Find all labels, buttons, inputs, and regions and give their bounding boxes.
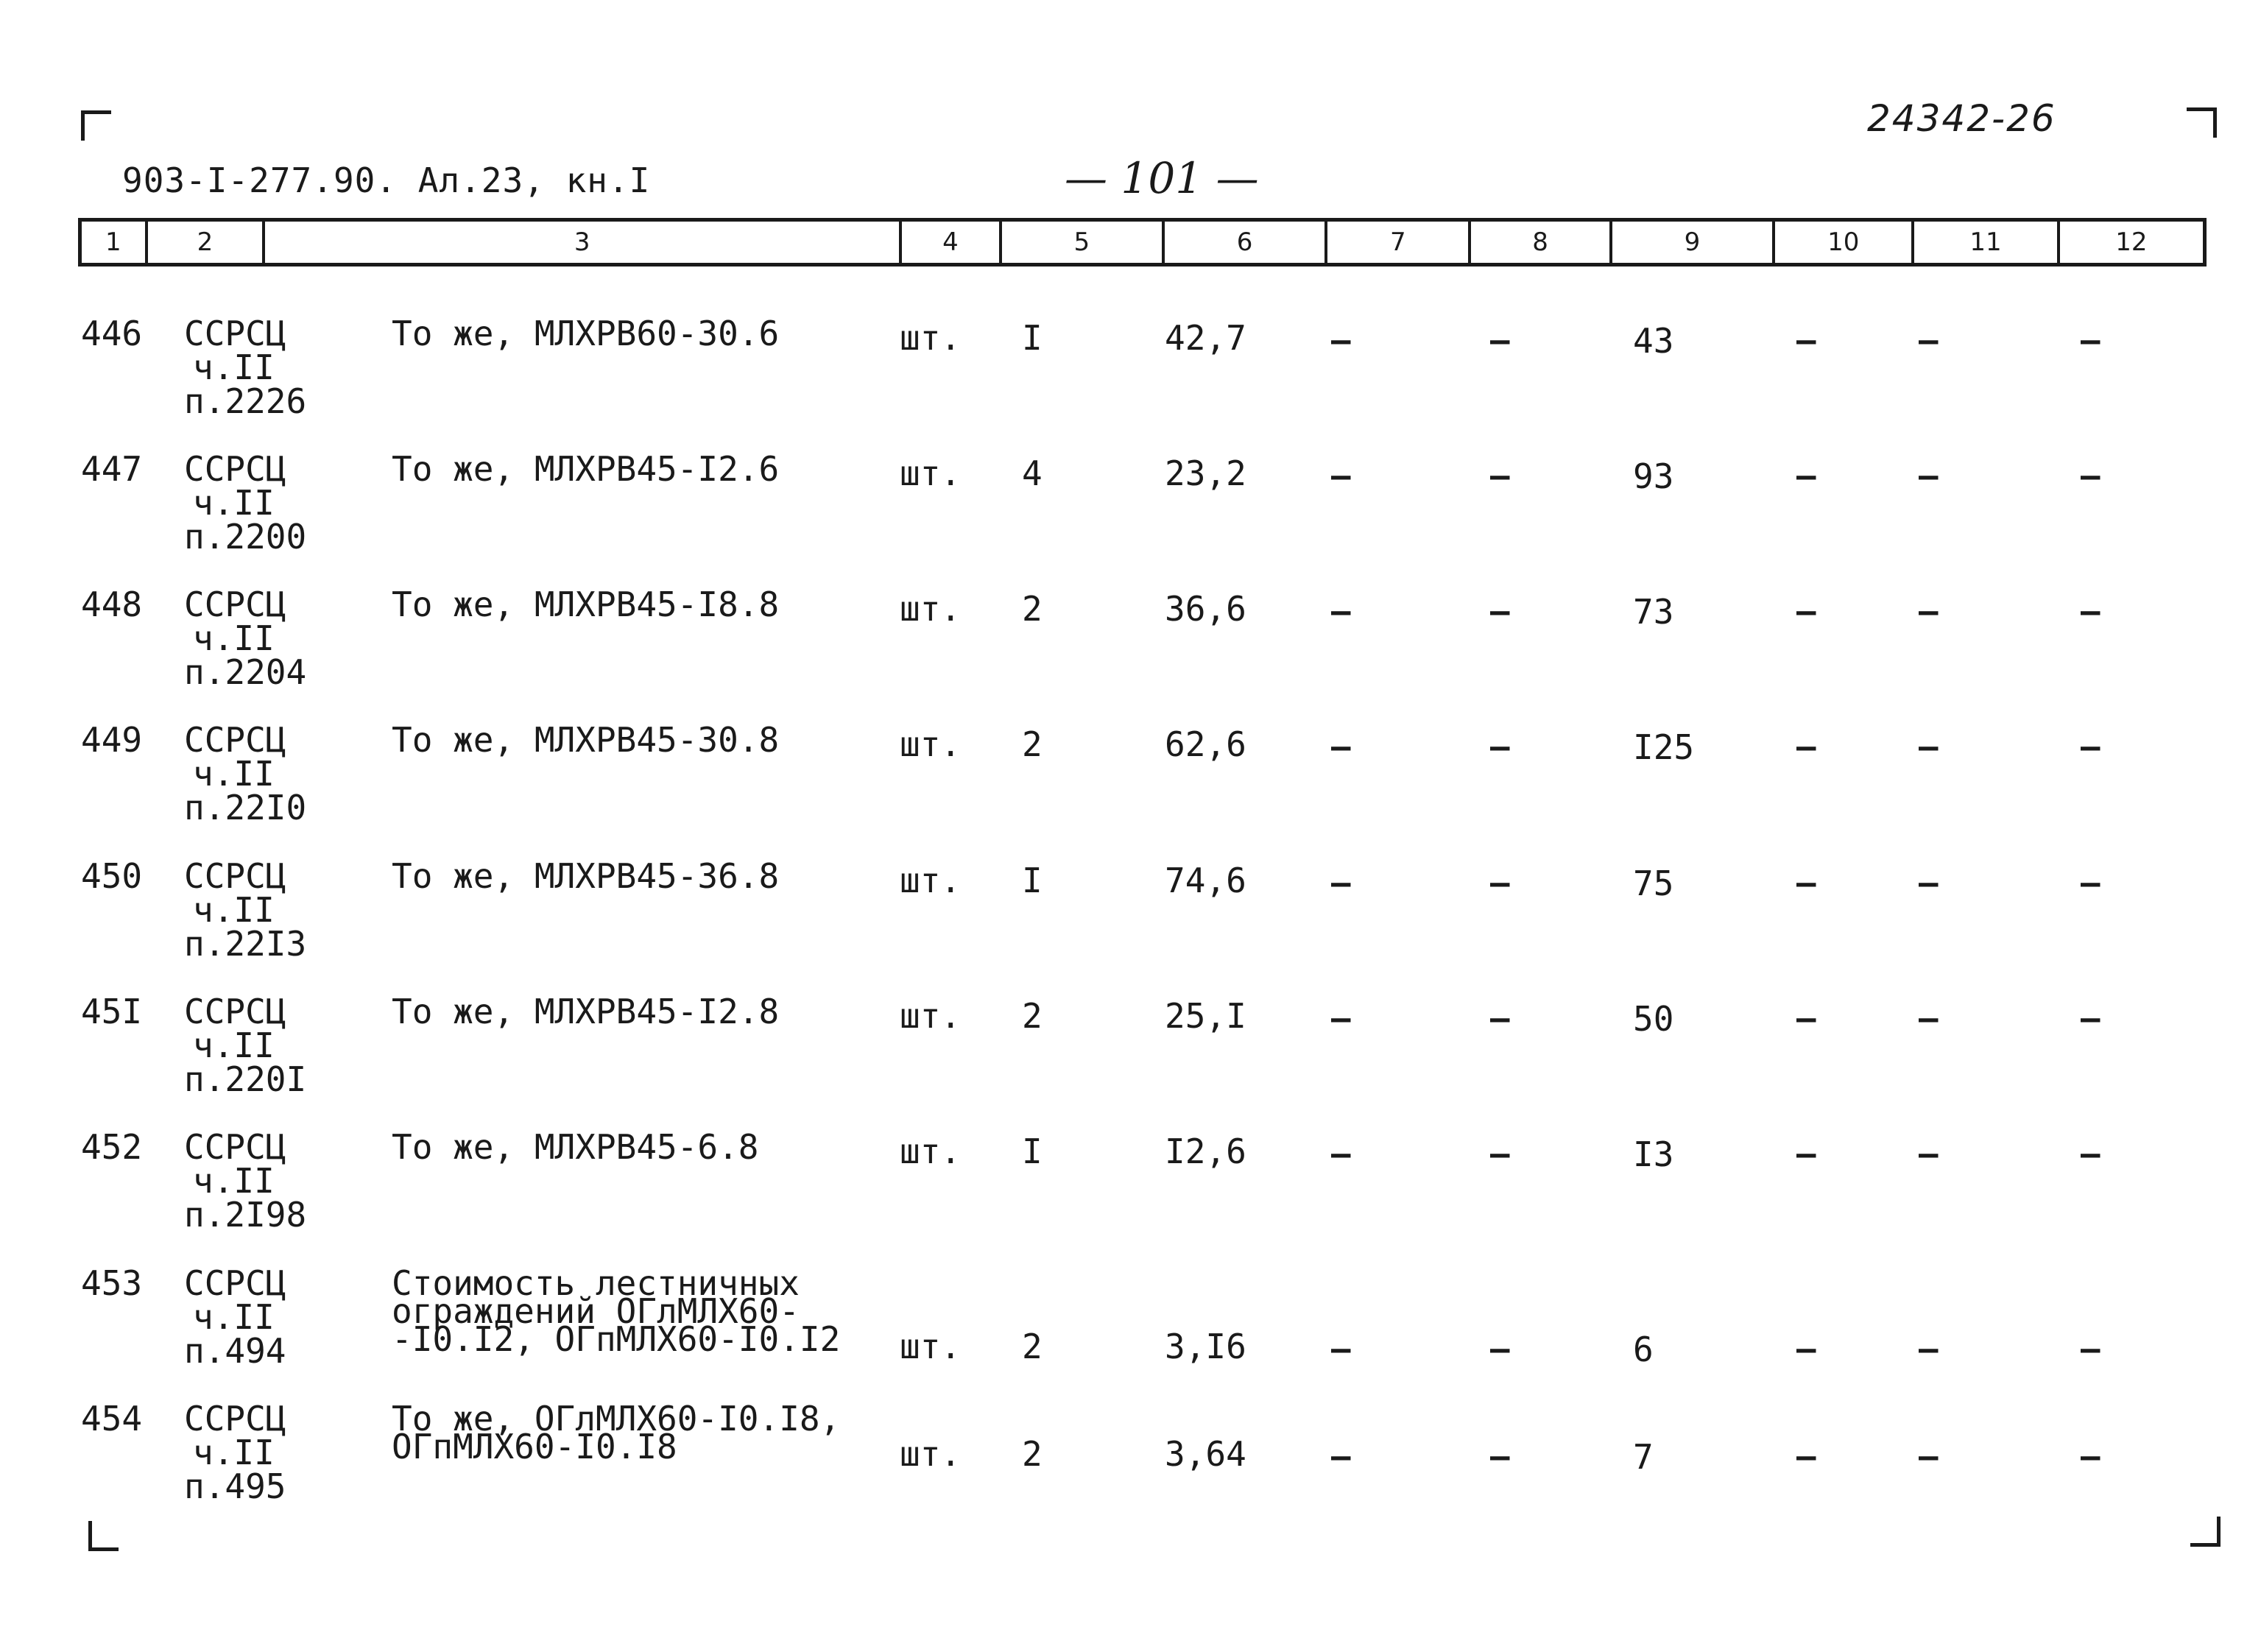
unit-price: 36,6 (1165, 589, 1246, 629)
table-row (0, 720, 2261, 859)
row-number: 45I (81, 992, 143, 1031)
unit-price: 3,I6 (1165, 1327, 1246, 1366)
table-row (0, 314, 2261, 453)
empty-value-dash-c12: – (2081, 1135, 2100, 1173)
unit-of-measure: шт. (900, 1434, 962, 1474)
empty-value-dash-c12: – (2081, 728, 2100, 766)
empty-value-dash-c12: – (2081, 1438, 2100, 1475)
item-description-line: ОГпМЛХ60-I0.I8 (392, 1427, 677, 1466)
empty-value-dash-c10: – (1796, 593, 1816, 630)
empty-value-dash-c8: – (1490, 728, 1510, 766)
item-description-line: То же, МЛХРВ60-30.6 (392, 314, 780, 353)
unit-price: 3,64 (1165, 1434, 1246, 1474)
empty-value-dash-c10: – (1796, 1135, 1816, 1173)
empty-value-dash-c10: – (1796, 457, 1816, 495)
unit-of-measure: шт. (900, 589, 962, 629)
column-number-header (78, 218, 2207, 266)
quantity: 2 (1022, 996, 1043, 1036)
page-number: — 101 — (1065, 153, 1259, 203)
column-header-3: 3 (265, 222, 902, 263)
item-description-line: То же, МЛХРВ45-I2.6 (392, 449, 780, 489)
unit-price: 74,6 (1165, 861, 1246, 900)
empty-value-dash-c12: – (2081, 322, 2100, 359)
corner-mark-top-left (81, 110, 111, 141)
quantity: I (1022, 318, 1043, 358)
price-reference-line: ССРСЦ (184, 449, 286, 489)
archive-number: 24342-26 (1867, 97, 2056, 140)
total-cost: 43 (1633, 321, 1674, 361)
price-reference-line: ч.II (193, 347, 275, 387)
column-header-5: 5 (1002, 222, 1165, 263)
empty-value-dash-c8: – (1490, 1135, 1510, 1173)
empty-value-dash-c10: – (1796, 1330, 1816, 1368)
empty-value-dash-c7: – (1331, 1135, 1351, 1173)
row-number: 453 (81, 1263, 143, 1303)
table-row (0, 1399, 2261, 1538)
empty-value-dash-c10: – (1796, 864, 1816, 902)
item-description-line: То же, МЛХРВ45-6.8 (392, 1127, 759, 1167)
empty-value-dash-c12: – (2081, 1000, 2100, 1037)
price-reference-line: ч.II (193, 890, 275, 930)
column-header-11: 11 (1914, 222, 2059, 263)
unit-price: 25,I (1165, 996, 1246, 1036)
empty-value-dash-c12: – (2081, 457, 2100, 495)
column-header-12: 12 (2115, 227, 2148, 257)
empty-value-dash-c10: – (1796, 728, 1816, 766)
row-number: 450 (81, 856, 143, 896)
item-description-line: То же, ОГлМЛХ60-I0.I8, (392, 1399, 841, 1439)
price-reference-line: ССРСЦ (184, 720, 286, 760)
item-description-line: То же, МЛХРВ45-I2.8 (392, 992, 780, 1031)
row-number: 447 (81, 449, 143, 489)
price-reference-line: ч.II (193, 754, 275, 794)
price-reference-line: ч.II (193, 1026, 275, 1065)
unit-price: I2,6 (1165, 1132, 1246, 1171)
column-header-10: 10 (1775, 222, 1914, 263)
column-header-6: 6 (1165, 222, 1327, 263)
unit-of-measure: шт. (900, 318, 962, 358)
unit-of-measure: шт. (900, 996, 962, 1036)
empty-value-dash-c10: – (1796, 1438, 1816, 1475)
price-reference-line: ч.II (193, 1433, 275, 1472)
quantity: 4 (1022, 453, 1043, 493)
empty-value-dash-c12: – (2081, 1330, 2100, 1368)
row-number: 446 (81, 314, 143, 353)
row-number: 452 (81, 1127, 143, 1167)
empty-value-dash-c11: – (1919, 728, 1939, 766)
empty-value-dash-c8: – (1490, 1438, 1510, 1475)
empty-value-dash-c7: – (1331, 864, 1351, 902)
empty-value-dash-c8: – (1490, 593, 1510, 630)
table-row (0, 587, 2261, 724)
empty-value-dash-c7: – (1331, 593, 1351, 630)
price-reference-line: ч.II (193, 618, 275, 658)
total-cost: I3 (1633, 1134, 1674, 1174)
empty-value-dash-c7: – (1331, 1330, 1351, 1368)
item-description-line: То же, МЛХРВ45-36.8 (392, 856, 780, 896)
price-reference-line: п.2200 (184, 517, 307, 557)
empty-value-dash-c7: – (1331, 728, 1351, 766)
empty-value-dash-c11: – (1919, 593, 1939, 630)
price-reference-line: ССРСЦ (184, 1127, 286, 1167)
table-row (0, 449, 2261, 588)
table-row (0, 856, 2261, 995)
empty-value-dash-c7: – (1331, 322, 1351, 359)
empty-value-dash-c8: – (1490, 457, 1510, 495)
empty-value-dash-c11: – (1919, 1135, 1939, 1173)
empty-value-dash-c11: – (1919, 457, 1939, 495)
empty-value-dash-c12: – (2081, 593, 2100, 630)
price-reference-line: п.22I3 (184, 924, 307, 964)
table-row (0, 1127, 2261, 1266)
empty-value-dash-c8: – (1490, 1000, 1510, 1037)
empty-value-dash-c11: – (1919, 1438, 1939, 1475)
item-description-line: Стоимость лестничных (392, 1263, 800, 1303)
table-row (0, 992, 2261, 1131)
price-reference-line: п.2I98 (184, 1195, 307, 1235)
unit-of-measure: шт. (900, 861, 962, 900)
price-reference-line: ч.II (193, 1297, 275, 1337)
price-reference-line: п.22I0 (184, 788, 307, 827)
empty-value-dash-c10: – (1796, 1000, 1816, 1037)
unit-price: 42,7 (1165, 318, 1246, 358)
price-reference-line: ССРСЦ (184, 992, 286, 1031)
unit-of-measure: шт. (900, 1327, 962, 1366)
unit-of-measure: шт. (900, 1132, 962, 1171)
price-reference-line: ССРСЦ (184, 856, 286, 896)
quantity: 2 (1022, 1327, 1043, 1366)
row-number: 454 (81, 1399, 143, 1439)
price-reference-line: ССРСЦ (184, 585, 286, 624)
empty-value-dash-c11: – (1919, 1000, 1939, 1037)
empty-value-dash-c7: – (1331, 457, 1351, 495)
item-description-line: То же, МЛХРВ45-I8.8 (392, 585, 780, 624)
unit-of-measure: шт. (900, 453, 962, 493)
quantity: 2 (1022, 1434, 1043, 1474)
total-cost: 73 (1633, 592, 1674, 632)
price-reference-line: ч.II (193, 483, 275, 523)
empty-value-dash-c10: – (1796, 322, 1816, 359)
empty-value-dash-c8: – (1490, 864, 1510, 902)
table-row (0, 1263, 2261, 1402)
price-reference-line: п.220I (184, 1059, 307, 1099)
corner-mark-top-right (2187, 107, 2217, 138)
row-number: 448 (81, 585, 143, 624)
price-reference-line: ССРСЦ (184, 1399, 286, 1439)
price-reference-line: п.495 (184, 1466, 286, 1506)
item-description-line: ограждений ОГлМЛХ60- (392, 1291, 800, 1331)
column-header-9: 9 (1612, 222, 1775, 263)
price-reference-line: п.494 (184, 1331, 286, 1371)
unit-price: 62,6 (1165, 724, 1246, 764)
unit-price: 23,2 (1165, 453, 1246, 493)
price-reference-line: п.2204 (184, 652, 307, 692)
price-reference-line: п.2226 (184, 381, 307, 421)
column-header-4: 4 (902, 222, 1002, 263)
total-cost: 50 (1633, 999, 1674, 1039)
document-code: 903-I-277.90. Ал.23, кн.I (122, 160, 651, 200)
price-reference-line: ССРСЦ (184, 314, 286, 353)
empty-value-dash-c11: – (1919, 322, 1939, 359)
quantity: I (1022, 1132, 1043, 1171)
total-cost: 75 (1633, 864, 1674, 903)
empty-value-dash-c7: – (1331, 1000, 1351, 1037)
row-number: 449 (81, 720, 143, 760)
price-reference-line: ССРСЦ (184, 1263, 286, 1303)
price-reference-line: ч.II (193, 1161, 275, 1201)
unit-of-measure: шт. (900, 724, 962, 764)
empty-value-dash-c7: – (1331, 1438, 1351, 1475)
empty-value-dash-c12: – (2081, 864, 2100, 902)
total-cost: 7 (1633, 1437, 1654, 1477)
empty-value-dash-c8: – (1490, 322, 1510, 359)
quantity: 2 (1022, 724, 1043, 764)
total-cost: 93 (1633, 456, 1674, 496)
column-header-1: 1 (82, 222, 148, 263)
column-header-7: 7 (1327, 222, 1471, 263)
column-header-8: 8 (1471, 222, 1612, 263)
column-header-2: 2 (148, 222, 265, 263)
empty-value-dash-c11: – (1919, 1330, 1939, 1368)
item-description-line: То же, МЛХРВ45-30.8 (392, 720, 780, 760)
quantity: 2 (1022, 589, 1043, 629)
total-cost: I25 (1633, 727, 1695, 767)
total-cost: 6 (1633, 1330, 1654, 1369)
empty-value-dash-c11: – (1919, 864, 1939, 902)
item-description-line: -I0.I2, ОГпМЛХ60-I0.I2 (392, 1319, 841, 1359)
empty-value-dash-c8: – (1490, 1330, 1510, 1368)
quantity: I (1022, 861, 1043, 900)
